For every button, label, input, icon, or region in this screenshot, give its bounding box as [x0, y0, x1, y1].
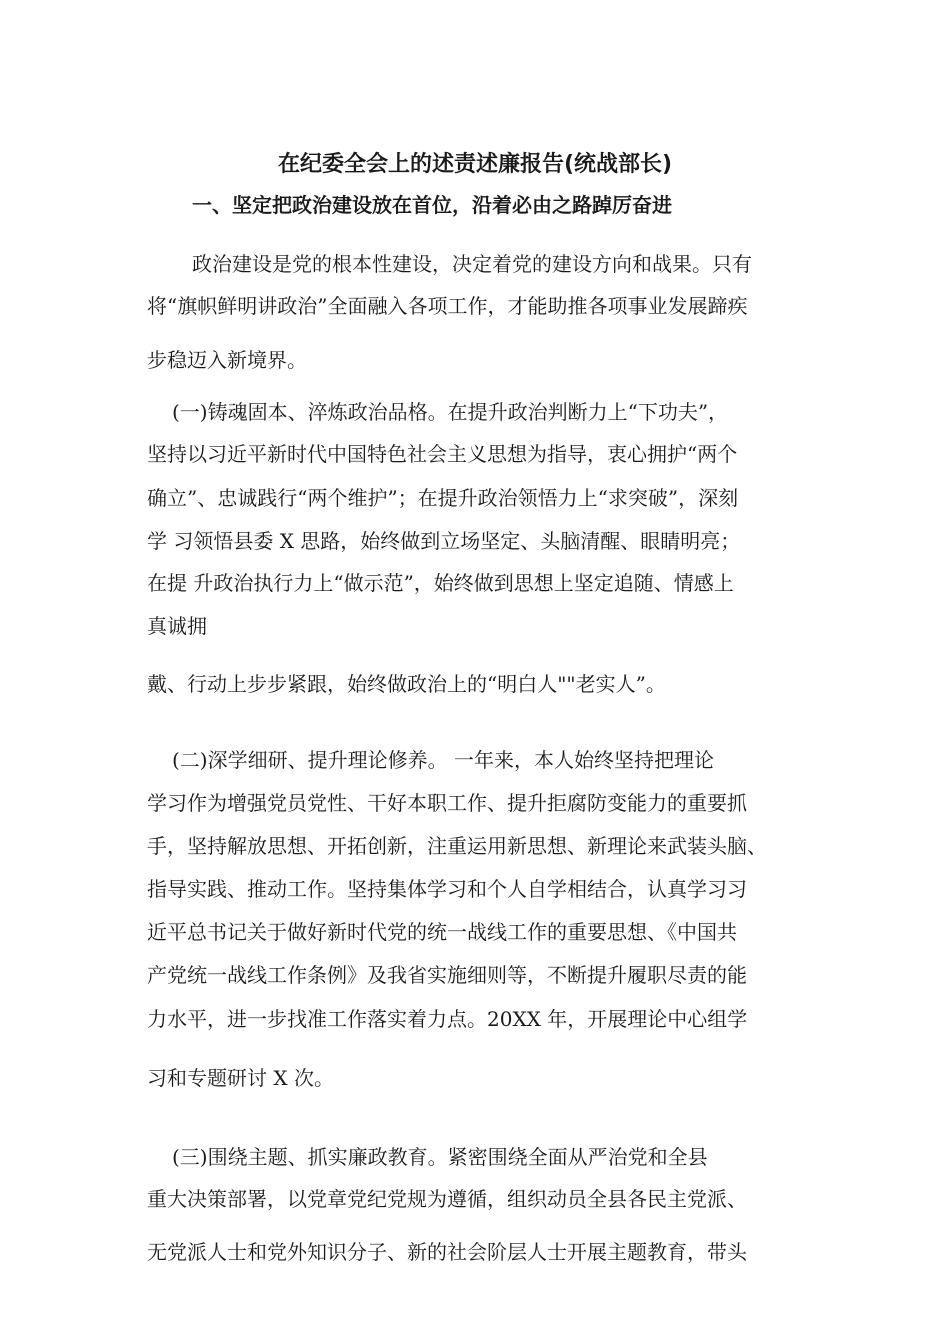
para3-line-2: 重大决策部署，以党章党纪党规为遵循，组织动员全县各民主党派、	[147, 1187, 747, 1211]
para2-line-8: 习和专题研讨 X 次。	[147, 1066, 334, 1090]
para2-line-7: 力水平，进一步找准工作落实着力点。20XX 年，开展理论中心组学	[147, 1007, 748, 1031]
intro-line-3: 步稳迈入新境界。	[147, 348, 307, 372]
para1-line-7: 戴、行动上步步紧跟，始终做政治上的“明白人""老实人”。	[147, 672, 666, 696]
para1-line-1: (一)铸魂固本、淬炼政治品格。在提升政治判断力上“下功夫”，	[172, 400, 729, 424]
para1-line-4: 学 习领悟县委 X 思路，始终做到立场坚定、头脑清醒、眼睛明亮；	[147, 529, 741, 553]
para2-line-3: 手，坚持解放思想、开拓创新，注重运用新思想、新理论来武装头脑、	[147, 834, 767, 858]
document-title: 在纪委全会上的述责述廉报告(统战部长)	[277, 152, 673, 177]
para2-line-5: 近平总书记关于做好新时代党的统一战线工作的重要思想、《中国共	[147, 920, 737, 944]
para2-line-2: 学习作为增强党员党性、干好本职工作、提升拒腐防变能力的重要抓	[147, 791, 747, 815]
para2-line-1: (二)深学细研、提升理论修养。 一年来，本人始终坚持把理论	[172, 748, 714, 772]
para3-line-1: (三)围绕主题、抓实廉政教育。紧密围绕全面从严治党和全县	[172, 1145, 708, 1169]
para1-line-5: 在提 升政治执行力上“做示范”，始终做到思想上坚定追随、情感上	[147, 571, 734, 595]
intro-line-1: 政治建设是党的根本性建设，决定着党的建设方向和战果。只有	[192, 252, 752, 276]
para1-line-6: 真诚拥	[147, 614, 207, 638]
intro-line-2: 将“旗帜鲜明讲政治”全面融入各项工作，才能助推各项事业发展蹄疾	[147, 294, 748, 318]
para2-line-4: 指导实践、推动工作。坚持集体学习和个人自学相结合，认真学习习	[147, 877, 747, 901]
para1-line-2: 坚持以习近平新时代中国特色社会主义思想为指导，衷心拥护“两个	[147, 442, 738, 466]
para1-line-3: 确立”、忠诚践行“两个维护”；在提升政治领悟力上“求突破”，深刻	[147, 486, 739, 510]
para2-line-6: 产党统一战线工作条例》及我省实施细则等，不断提升履职尽责的能	[147, 963, 747, 987]
section-heading: 一、坚定把政治建设放在首位，沿着必由之路踔厉奋进	[192, 193, 672, 217]
para3-line-3: 无党派人士和党外知识分子、新的社会阶层人士开展主题教育，带头	[147, 1240, 747, 1264]
